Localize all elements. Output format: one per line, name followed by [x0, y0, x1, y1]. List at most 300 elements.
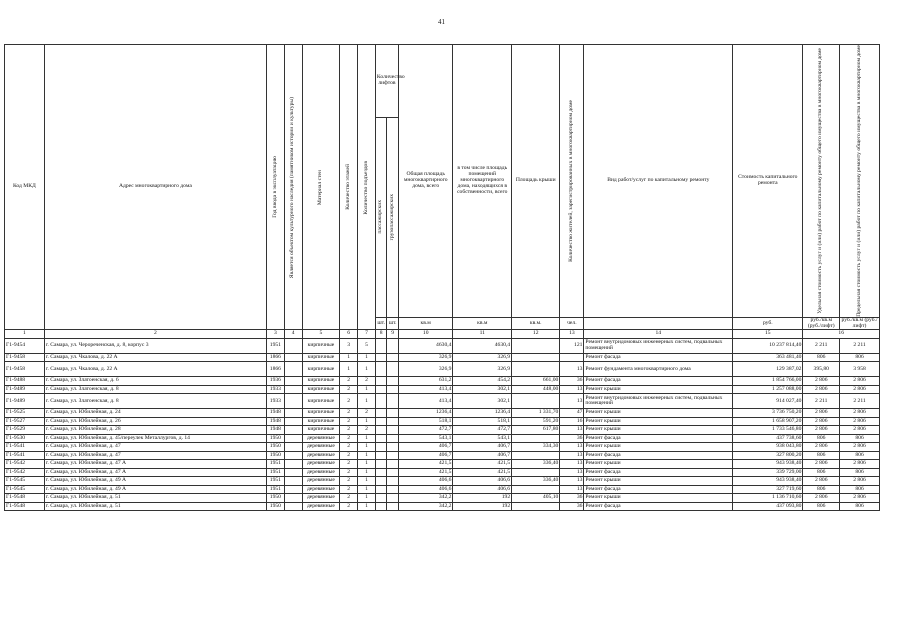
- cell-heritage: [284, 468, 302, 477]
- cell-code: Г1-9489: [5, 385, 45, 394]
- cell-cost: 1 854 766,00: [733, 377, 803, 386]
- cell-lifts-pass: [375, 426, 387, 435]
- table-row: [5, 417, 880, 426]
- cell-max-cost: 2 806: [803, 385, 840, 394]
- cell-year: 1948: [266, 426, 284, 435]
- cell-total-area: 421,5: [398, 460, 452, 469]
- table-row: [5, 338, 880, 353]
- cell-heritage: [284, 477, 302, 486]
- cell-residents: 13: [560, 394, 584, 409]
- cell-residents: 13: [560, 477, 584, 486]
- cell-heritage: [284, 394, 302, 409]
- cell-roof-area: 336,40: [512, 477, 560, 486]
- cell-residents: 13: [560, 443, 584, 452]
- cell-owned-area: 518,1: [453, 417, 512, 426]
- cell-total-area: 406,6: [398, 477, 452, 486]
- cell-address: г. Самара, ул. Юбилейная, д. 45/переулек Металлургов, д. 14: [44, 434, 266, 443]
- cell-limit-cost: 2 806: [840, 385, 880, 394]
- cell-owned-area: 302,1: [453, 385, 512, 394]
- cell-work-type: Ремонт внутридомовых инженерных систем, подвальных помещений: [584, 394, 733, 409]
- cell-max-cost: 2 806: [803, 494, 840, 503]
- cell-total-area: 518,1: [398, 417, 452, 426]
- cell-code: Г1-9548: [5, 494, 45, 503]
- cell-cost: 327 719,60: [733, 485, 803, 494]
- table-row: [5, 385, 880, 394]
- cell-floors: 2: [340, 385, 358, 394]
- cell-year: 1950: [266, 434, 284, 443]
- cell-address: г. Самара, ул. Юбилейная, д. 26: [44, 417, 266, 426]
- cell-work-type: Ремонт крыши: [584, 409, 733, 418]
- cell-address: г. Самара, ул. Юбилейная, д. 49 А: [44, 485, 266, 494]
- cell-work-type: Ремонт фасада: [584, 377, 733, 386]
- cell-roof-area: [512, 468, 560, 477]
- unit-lifts-cargo: шт.: [387, 317, 399, 330]
- cell-limit-cost: 2 806: [840, 477, 880, 486]
- capital-repair-table: [4, 44, 880, 511]
- cell-heritage: [284, 434, 302, 443]
- cell-residents: 36: [560, 494, 584, 503]
- cell-lifts-pass: [375, 417, 387, 426]
- cell-roof-area: [512, 485, 560, 494]
- cell-lifts-pass: [375, 451, 387, 460]
- cell-heritage: [284, 338, 302, 353]
- cell-wall: деревянные: [302, 494, 340, 503]
- header-floors: Количество этажей: [340, 45, 358, 330]
- table-row: [5, 485, 880, 494]
- cell-residents: 13: [560, 426, 584, 435]
- cell-roof-area: [512, 338, 560, 353]
- table-row: [5, 426, 880, 435]
- cell-residents: 13: [560, 362, 584, 377]
- cell-code: Г1-9488: [5, 377, 45, 386]
- cell-code: Г1-9458: [5, 362, 45, 377]
- cell-heritage: [284, 494, 302, 503]
- cell-lifts-cargo: [387, 409, 399, 418]
- cell-lifts-pass: [375, 502, 387, 511]
- cell-year: 1948: [266, 417, 284, 426]
- cell-code: Г1-9545: [5, 485, 45, 494]
- cell-floors: 2: [340, 494, 358, 503]
- cell-address: г. Самара, ул. Златоенская, д. 8: [44, 394, 266, 409]
- table-row: [5, 468, 880, 477]
- cell-year: 1936: [266, 377, 284, 386]
- cell-heritage: [284, 385, 302, 394]
- cell-residents: 16: [560, 417, 584, 426]
- header-max-cost: Удельная стоимость услуг и (или) работ по капитальному ремонту общего имущества в многоквартирном доме: [803, 45, 840, 318]
- cell-lifts-cargo: [387, 385, 399, 394]
- header-lifts-cargo: грузопассажирских: [387, 117, 399, 317]
- cell-owned-area: 326,9: [453, 362, 512, 377]
- cell-lifts-cargo: [387, 443, 399, 452]
- page-number: 41: [438, 18, 445, 26]
- cell-code: Г1-9454: [5, 338, 45, 353]
- cell-heritage: [284, 502, 302, 511]
- cell-lifts-cargo: [387, 477, 399, 486]
- cell-address: г. Самара, ул. Юбилейная, д. 47: [44, 443, 266, 452]
- cell-wall: деревянные: [302, 460, 340, 469]
- cell-code: Г1-9525: [5, 409, 45, 418]
- cell-year: 1951: [266, 338, 284, 353]
- cell-code: Г1-9548: [5, 502, 45, 511]
- cell-owned-area: 326,9: [453, 353, 512, 362]
- cell-lifts-pass: [375, 434, 387, 443]
- cell-owned-area: 192: [453, 502, 512, 511]
- cell-floors: 2: [340, 394, 358, 409]
- cell-work-type: Ремонт крыши: [584, 494, 733, 503]
- cell-max-cost: 2 806: [803, 443, 840, 452]
- cell-wall: деревянные: [302, 485, 340, 494]
- cell-lifts-cargo: [387, 353, 399, 362]
- cell-limit-cost: 2 806: [840, 377, 880, 386]
- cell-entrances: 1: [358, 417, 376, 426]
- cell-floors: 2: [340, 377, 358, 386]
- header-year: Год ввода в эксплуатацию: [266, 45, 284, 330]
- cell-heritage: [284, 485, 302, 494]
- cell-wall: кирпичные: [302, 362, 340, 377]
- cell-entrances: 5: [358, 338, 376, 353]
- cell-max-cost: 806: [803, 451, 840, 460]
- cell-entrances: 2: [358, 377, 376, 386]
- cell-total-area: 342,2: [398, 494, 452, 503]
- cell-floors: 1: [340, 353, 358, 362]
- header-heritage: Является объектом культурного наследия (памятником истории и культуры): [284, 45, 302, 330]
- cell-entrances: 1: [358, 460, 376, 469]
- cell-work-type: Ремонт внутридомовых инженерных систем, подвальных помещений: [584, 338, 733, 353]
- header-lifts-group: Количество лифтов: [375, 45, 398, 118]
- cell-limit-cost: 806: [840, 434, 880, 443]
- cell-floors: 2: [340, 468, 358, 477]
- cell-roof-area: 448,00: [512, 385, 560, 394]
- cell-lifts-cargo: [387, 460, 399, 469]
- cell-residents: 36: [560, 502, 584, 511]
- cell-floors: 2: [340, 417, 358, 426]
- table-row: [5, 477, 880, 486]
- cell-work-type: Ремонт фасада: [584, 451, 733, 460]
- cell-year: 1951: [266, 477, 284, 486]
- cell-floors: 2: [340, 502, 358, 511]
- cell-limit-cost: 2 806: [840, 409, 880, 418]
- cell-lifts-cargo: [387, 494, 399, 503]
- cell-lifts-cargo: [387, 485, 399, 494]
- cell-work-type: Ремонт фундамента многоквартирного дома: [584, 362, 733, 377]
- cell-address: г. Самара, ул. Чкалова, д. 22 А: [44, 362, 266, 377]
- cell-owned-area: 406,6: [453, 485, 512, 494]
- cell-limit-cost: 806: [840, 502, 880, 511]
- header-cost: Стоимость капитального ремонта: [733, 45, 803, 318]
- cell-max-cost: 2 806: [803, 477, 840, 486]
- cell-year: 1951: [266, 468, 284, 477]
- header-entrances: Количество подъездов: [358, 45, 376, 330]
- cell-work-type: Ремонт крыши: [584, 477, 733, 486]
- cell-floors: 3: [340, 338, 358, 353]
- cell-entrances: 1: [358, 502, 376, 511]
- cell-owned-area: 406,7: [453, 443, 512, 452]
- cell-total-area: 413,4: [398, 385, 452, 394]
- header-work-type: Вид работ/услуг по капитальному ремонту: [584, 45, 733, 318]
- cell-lifts-pass: [375, 385, 387, 394]
- cell-wall: кирпичные: [302, 385, 340, 394]
- cell-roof-area: [512, 353, 560, 362]
- unit-roof-area: кв.м.: [512, 317, 560, 330]
- cell-lifts-cargo: [387, 394, 399, 409]
- cell-limit-cost: 806: [840, 353, 880, 362]
- cell-residents: 36: [560, 434, 584, 443]
- cell-wall: кирпичные: [302, 394, 340, 409]
- cell-address: г. Самара, ул. Юбилейная, д. 24: [44, 409, 266, 418]
- cell-lifts-pass: [375, 394, 387, 409]
- cell-work-type: Ремонт крыши: [584, 417, 733, 426]
- cell-cost: 938 043,80: [733, 443, 803, 452]
- cell-cost: 363 481,40: [733, 353, 803, 362]
- header-wall: Материал стен: [302, 45, 340, 330]
- cell-max-cost: 2 806: [803, 417, 840, 426]
- cell-floors: 2: [340, 443, 358, 452]
- cell-max-cost: 806: [803, 485, 840, 494]
- cell-roof-area: [512, 394, 560, 409]
- cell-total-area: 1236,4: [398, 409, 452, 418]
- cell-code: Г1-9489: [5, 394, 45, 409]
- cell-address: г. Самара, ул. Юбилейная, д. 47 А: [44, 460, 266, 469]
- cell-entrances: 2: [358, 409, 376, 418]
- cell-total-area: 326,9: [398, 353, 452, 362]
- cell-residents: [560, 353, 584, 362]
- cell-heritage: [284, 362, 302, 377]
- cell-entrances: 2: [358, 426, 376, 435]
- header-address: Адрес многоквартирного дома: [44, 45, 266, 330]
- cell-heritage: [284, 377, 302, 386]
- cell-code: Г1-9527: [5, 417, 45, 426]
- cell-max-cost: 806: [803, 502, 840, 511]
- cell-residents: 13: [560, 468, 584, 477]
- cell-owned-area: 472,7: [453, 426, 512, 435]
- header-residents: Количество жителей, зарегистрированных в многоквартирном доме: [560, 45, 584, 318]
- table-row: [5, 443, 880, 452]
- unit-limit-cost: руб./кв.м (руб./лифт): [841, 316, 878, 329]
- cell-heritage: [284, 451, 302, 460]
- cell-cost: 437 093,80: [733, 502, 803, 511]
- cell-max-cost: 2 211: [803, 338, 840, 353]
- cell-wall: деревянные: [302, 477, 340, 486]
- cell-lifts-pass: [375, 409, 387, 418]
- cell-lifts-cargo: [387, 451, 399, 460]
- cell-max-cost: 395,80: [803, 362, 840, 377]
- cell-limit-cost: 2 806: [840, 460, 880, 469]
- cell-entrances: 1: [358, 451, 376, 460]
- cell-entrances: 1: [358, 362, 376, 377]
- cell-code: Г1-9530: [5, 434, 45, 443]
- table-row: [5, 451, 880, 460]
- cell-total-area: 4630,4: [398, 338, 452, 353]
- cell-code: Г1-9542: [5, 468, 45, 477]
- table-row: [5, 502, 880, 511]
- cell-address: г. Самара, ул. Юбилейная, д. 51: [44, 502, 266, 511]
- cell-owned-area: 302,1: [453, 394, 512, 409]
- cell-cost: 327 800,20: [733, 451, 803, 460]
- cell-cost: 1 658 907,20: [733, 417, 803, 426]
- cell-wall: кирпичные: [302, 417, 340, 426]
- cell-lifts-cargo: [387, 362, 399, 377]
- cell-code: Г1-9529: [5, 426, 45, 435]
- cell-wall: деревянные: [302, 451, 340, 460]
- cell-roof-area: 405,10: [512, 494, 560, 503]
- cell-owned-area: 406,6: [453, 477, 512, 486]
- cell-wall: деревянные: [302, 502, 340, 511]
- cell-wall: кирпичные: [302, 426, 340, 435]
- column-number-row: 1 2 3 4 5 6 7 8 9 10 11 12 13 14 15 16: [5, 330, 880, 339]
- cell-lifts-cargo: [387, 426, 399, 435]
- cell-year: 1950: [266, 451, 284, 460]
- cell-code: Г1-9541: [5, 451, 45, 460]
- cell-max-cost: 806: [803, 468, 840, 477]
- cell-floors: 2: [340, 460, 358, 469]
- cell-entrances: 1: [358, 485, 376, 494]
- cell-work-type: Ремонт фасада: [584, 434, 733, 443]
- cell-floors: 1: [340, 362, 358, 377]
- cell-max-cost: 806: [803, 353, 840, 362]
- table-row: [5, 362, 880, 377]
- cell-heritage: [284, 460, 302, 469]
- cell-roof-area: 661,00: [512, 377, 560, 386]
- cell-floors: 2: [340, 426, 358, 435]
- cell-address: г. Самара, ул. Юбилейная, д. 51: [44, 494, 266, 503]
- cell-address: г. Самара, ул. Златоенская, д. 8: [44, 385, 266, 394]
- unit-owned-area: кв.м: [453, 317, 512, 330]
- cell-heritage: [284, 443, 302, 452]
- cell-heritage: [284, 353, 302, 362]
- cell-entrances: 1: [358, 468, 376, 477]
- cell-cost: 437 738,60: [733, 434, 803, 443]
- cell-residents: 13: [560, 451, 584, 460]
- cell-total-area: 406,7: [398, 451, 452, 460]
- cell-total-area: 406,7: [398, 443, 452, 452]
- cell-year: 1866: [266, 362, 284, 377]
- header-owned-area: в том числе площадь помещений многоквартирного дома, находящихся в собственности, всего: [453, 45, 512, 318]
- cell-roof-area: 1 331,70: [512, 409, 560, 418]
- cell-code: Г1-9541: [5, 443, 45, 452]
- cell-max-cost: 2 806: [803, 460, 840, 469]
- cell-address: г. Самара, ул. Юбилейная, д. 47: [44, 451, 266, 460]
- cell-cost: 943 938,40: [733, 477, 803, 486]
- cell-owned-area: 421,5: [453, 468, 512, 477]
- cell-owned-area: 454,2: [453, 377, 512, 386]
- cell-total-area: 413,4: [398, 394, 452, 409]
- cell-wall: кирпичные: [302, 338, 340, 353]
- header-limit-cost: Предельная стоимость услуг и (или) работ по капитальному ремонту общего имущества в многоквартирном доме: [840, 45, 880, 318]
- cell-limit-cost: 806: [840, 451, 880, 460]
- cell-total-area: 326,9: [398, 362, 452, 377]
- cell-limit-cost: 806: [840, 468, 880, 477]
- cell-roof-area: [512, 451, 560, 460]
- cell-wall: деревянные: [302, 434, 340, 443]
- cell-residents: 13: [560, 385, 584, 394]
- cell-address: г. Самара, ул. Черореченская, д. 8, корпус 3: [44, 338, 266, 353]
- cell-residents: 36: [560, 377, 584, 386]
- cell-owned-area: 543,1: [453, 434, 512, 443]
- cell-residents: 13: [560, 485, 584, 494]
- cell-lifts-pass: [375, 443, 387, 452]
- cell-residents: 13: [560, 460, 584, 469]
- cell-max-cost: 2 211: [803, 394, 840, 409]
- cell-total-area: 631,2: [398, 377, 452, 386]
- header-lifts-pass: пассажирских: [375, 117, 387, 317]
- cell-lifts-cargo: [387, 502, 399, 511]
- header-code: Код МКД: [5, 45, 45, 330]
- cell-residents: 47: [560, 409, 584, 418]
- cell-total-area: 342,2: [398, 502, 452, 511]
- unit-residents: чел.: [560, 317, 584, 330]
- cell-work-type: Ремонт фасада: [584, 502, 733, 511]
- cell-cost: 914 027,40: [733, 394, 803, 409]
- cell-work-type: Ремонт крыши: [584, 385, 733, 394]
- cell-roof-area: 336,40: [512, 460, 560, 469]
- cell-work-type: Ремонт фасада: [584, 485, 733, 494]
- cell-wall: деревянные: [302, 468, 340, 477]
- cell-max-cost: 806: [803, 434, 840, 443]
- cell-address: г. Самара, ул. Юбилейная, д. 28: [44, 426, 266, 435]
- unit-cost: руб.: [733, 317, 803, 330]
- cell-entrances: 1: [358, 353, 376, 362]
- cell-lifts-pass: [375, 460, 387, 469]
- cell-floors: 2: [340, 451, 358, 460]
- cell-lifts-pass: [375, 353, 387, 362]
- cell-lifts-pass: [375, 362, 387, 377]
- unit-work-type: [584, 317, 733, 330]
- cell-roof-area: 591,20: [512, 417, 560, 426]
- cell-lifts-pass: [375, 477, 387, 486]
- table-row: [5, 377, 880, 386]
- cell-owned-area: 1236,4: [453, 409, 512, 418]
- cell-roof-area: 617,80: [512, 426, 560, 435]
- cell-address: г. Самара, ул. Юбилейная, д. 49 А: [44, 477, 266, 486]
- cell-entrances: 1: [358, 477, 376, 486]
- cell-roof-area: [512, 434, 560, 443]
- cell-limit-cost: 2 211: [840, 338, 880, 353]
- cell-entrances: 1: [358, 434, 376, 443]
- cell-entrances: 1: [358, 443, 376, 452]
- cell-work-type: Ремонт фасада: [584, 353, 733, 362]
- cell-work-type: Ремонт крыши: [584, 460, 733, 469]
- cell-code: Г1-9542: [5, 460, 45, 469]
- cell-limit-cost: 3 958: [840, 362, 880, 377]
- cell-lifts-pass: [375, 377, 387, 386]
- cell-limit-cost: 2 806: [840, 443, 880, 452]
- cell-cost: 1 136 710,60: [733, 494, 803, 503]
- unit-lifts-pass: шт.: [375, 317, 387, 330]
- cell-entrances: 1: [358, 385, 376, 394]
- cell-total-area: 472,7: [398, 426, 452, 435]
- cell-limit-cost: 2 806: [840, 426, 880, 435]
- table-row: [5, 434, 880, 443]
- cell-lifts-pass: [375, 494, 387, 503]
- cell-cost: 1 733 546,80: [733, 426, 803, 435]
- table-row: [5, 353, 880, 362]
- cell-floors: 2: [340, 485, 358, 494]
- cell-max-cost: 2 806: [803, 426, 840, 435]
- cell-cost: 339 729,00: [733, 468, 803, 477]
- cell-roof-area: [512, 362, 560, 377]
- unit-max-cost: руб./кв.м (руб./лифт): [803, 317, 840, 330]
- cell-owned-area: 4630,4: [453, 338, 512, 353]
- cell-cost: 129 387,02: [733, 362, 803, 377]
- cell-wall: деревянные: [302, 443, 340, 452]
- cell-year: 1866: [266, 353, 284, 362]
- cell-address: г. Самара, ул. Чкалова, д. 22 А: [44, 353, 266, 362]
- cell-year: 1951: [266, 485, 284, 494]
- cell-max-cost: 2 806: [803, 377, 840, 386]
- cell-address: г. Самара, ул. Юбилейная, д. 47 А: [44, 468, 266, 477]
- cell-cost: 1 257 088,00: [733, 385, 803, 394]
- cell-code: Г1-9458: [5, 353, 45, 362]
